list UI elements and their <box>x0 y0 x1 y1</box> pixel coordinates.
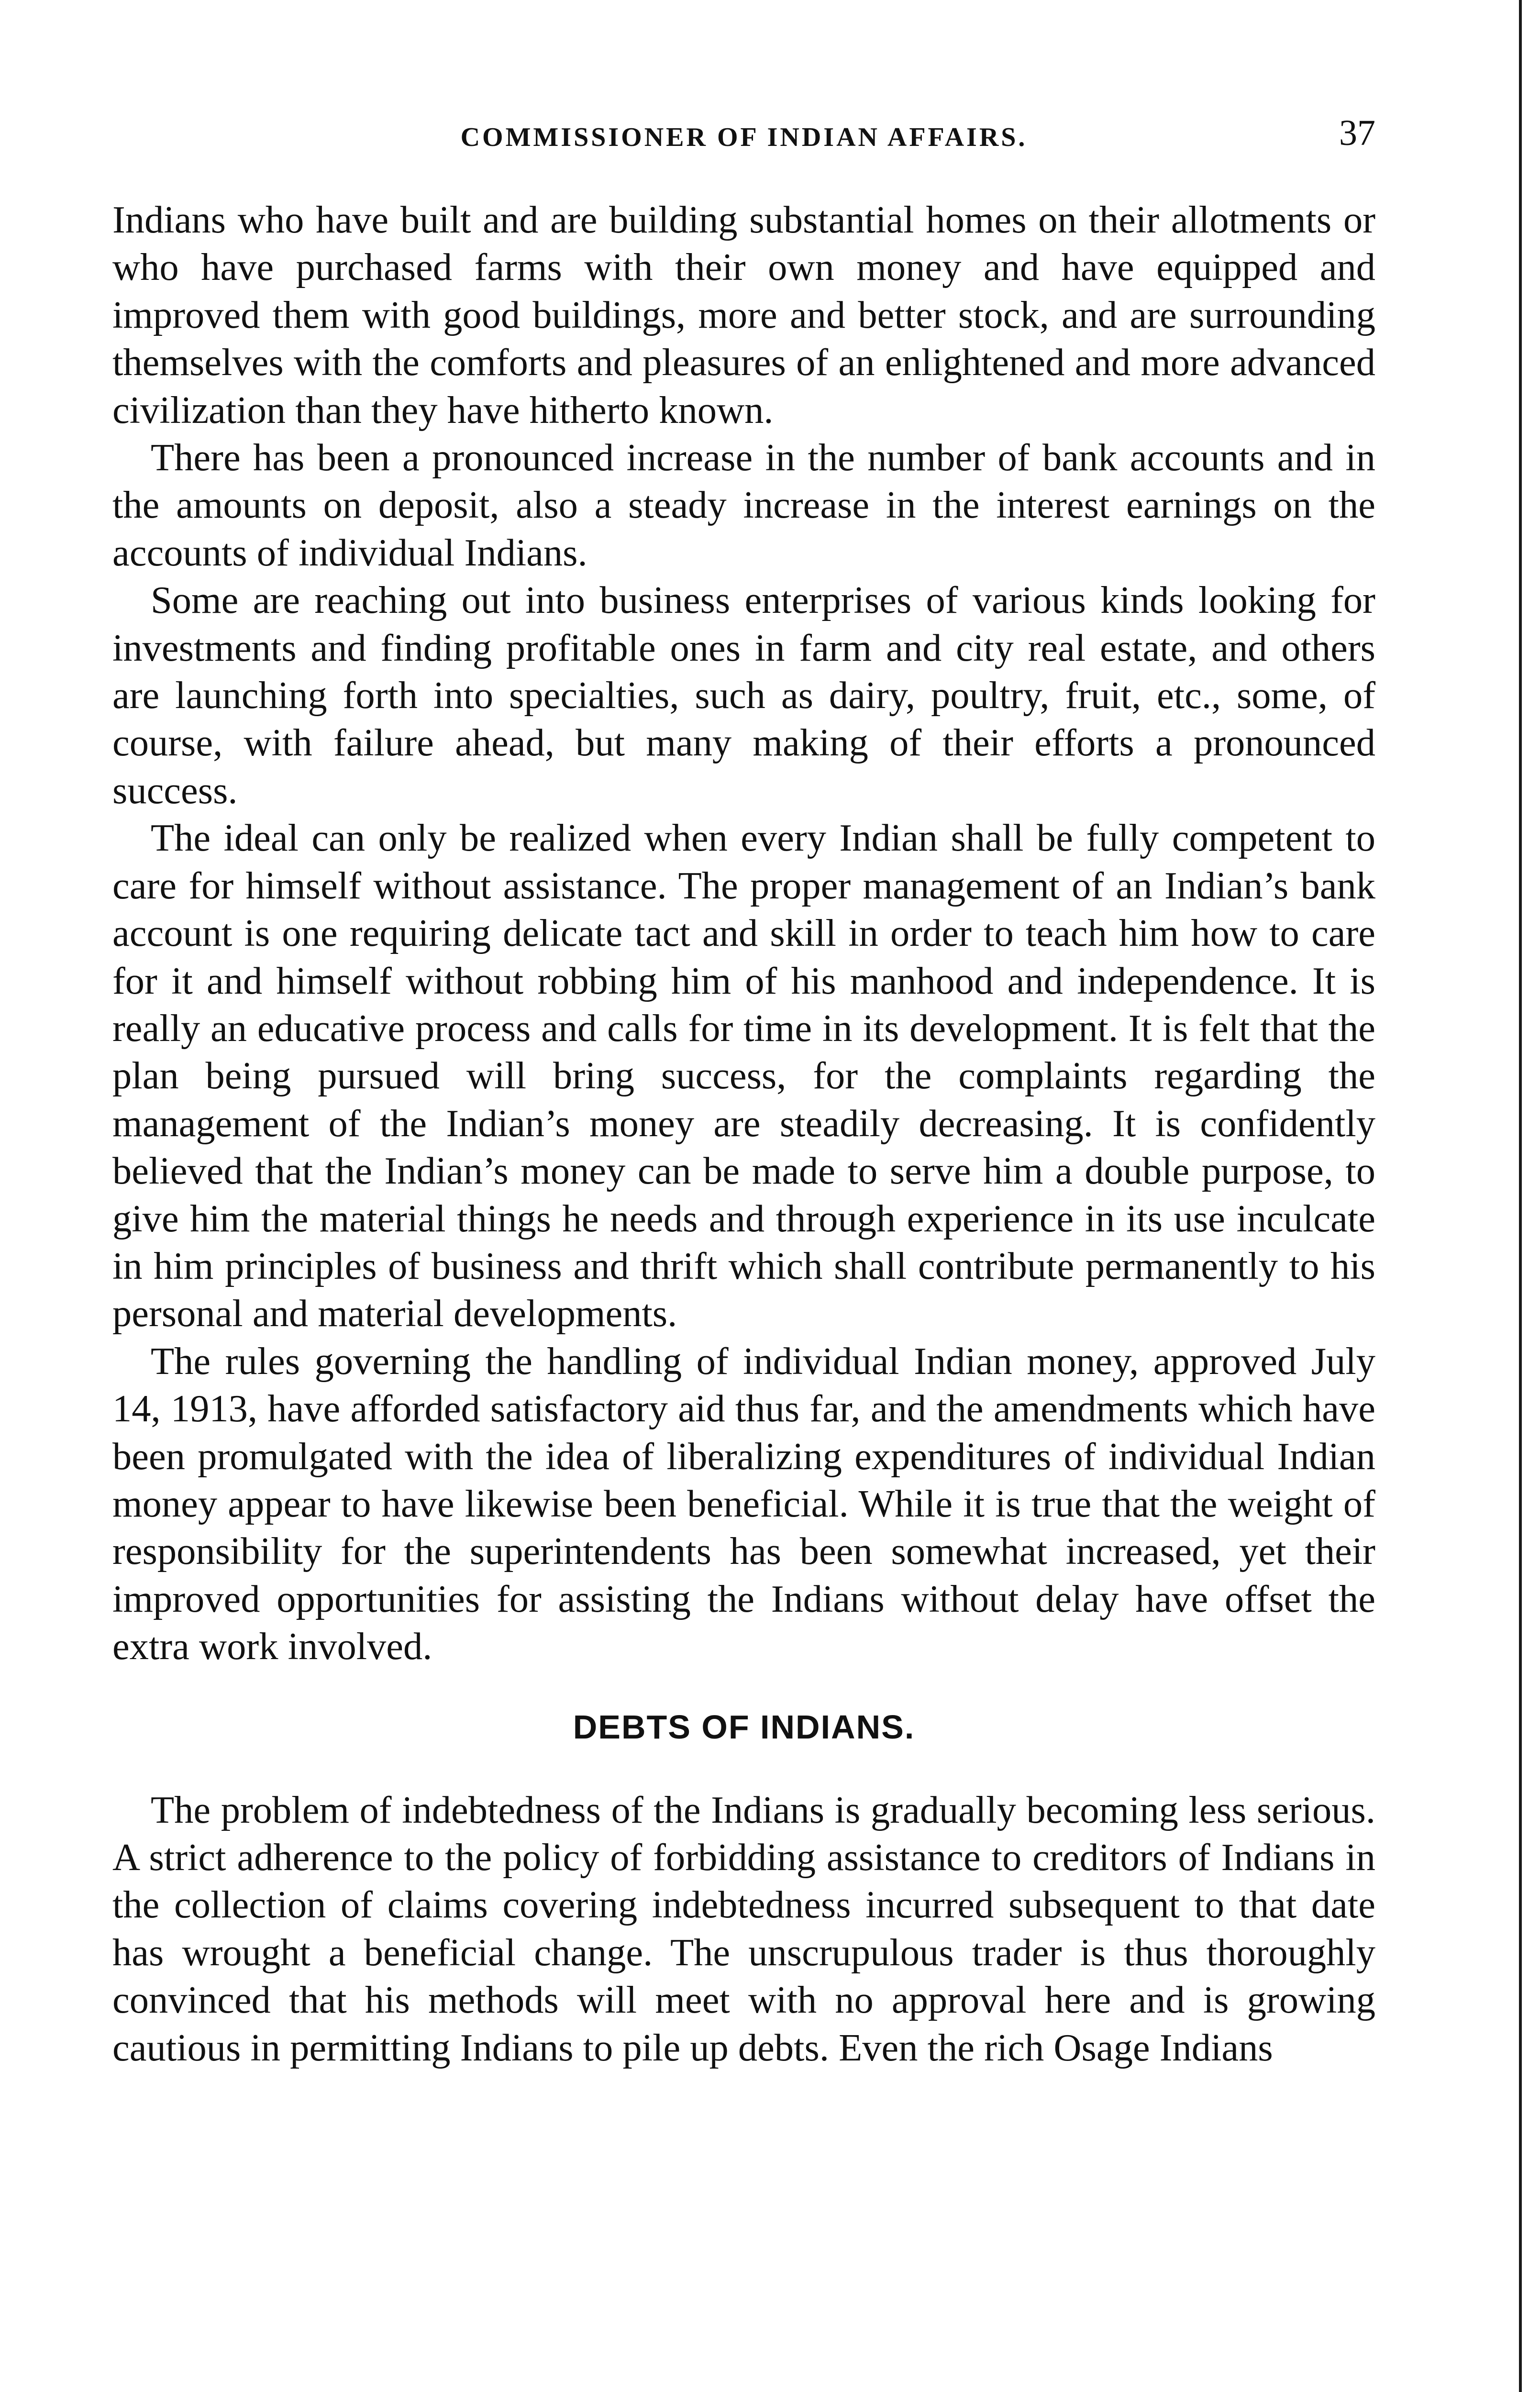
page-number: 37 <box>1339 113 1375 153</box>
paragraph-1: Indians who have built and are building substantial homes on their allotments or who have purchased farms with their own money and have equipped and improved them with good buildings, more and better stock, and are surrounding themselves with the comforts and pleasures of an enlightened and more advanced civilization than they have hitherto known. <box>112 199 1375 432</box>
body-text <box>112 196 1375 2071</box>
paragraph-4: The ideal can only be realized when every Indian shall be fully competent to care for himself without assistance. The proper management of an Indian’s bank account is one requiring delicate tact and skill in order to teach him how to care for it and himself without robbing him of his manhood and independence. It is really an educative process and calls for time in its development. It is felt that the plan being pursued will bring success, for the complaints regarding the management of the Indian’s money are steadily decreasing. It is confidently believed that the Indian’s money can be made to serve him a double purpose, to give him the material things he needs and through experience in its use inculcate in him principles of business and thrift which shall contribute permanently to his personal and material developments. <box>112 817 1375 1335</box>
paragraph-2: There has been a pronounced increase in the number of bank accounts and in the amounts on deposit, also a steady increase in the interest earnings on the accounts of individual Indians. <box>112 436 1375 574</box>
section-heading-debts: DEBTS OF INDIANS. <box>573 1708 915 1746</box>
scan-edge-line <box>1519 0 1522 2392</box>
page-header <box>112 112 1375 165</box>
paragraph-3: Some are reaching out into business enterprises of various kinds looking for investments and finding profitable ones in farm and city real estate, and others are launching forth into specialties, such as dairy, poultry, fruit, etc., some, of course, with failure ahead, but many making of their efforts a pronounced success. <box>112 579 1375 812</box>
paragraph-5: The rules governing the handling of individual Indian money, approved July 14, 1913, have afforded satisfactory aid thus far, and the amendments which have been promulgated with the idea of liberalizing expenditures of individual Indian money appear to have likewise been beneficial. While it is true that the weight of responsibility for the superintendents has been somewhat increased, yet their improved opportunities for assisting the Indians without delay have offset the extra work involved. <box>112 1340 1375 1668</box>
section-paragraph-1: The problem of indebtedness of the Indians is gradually becoming less serious. A strict adherence to the policy of forbidding assistance to creditors of Indians in the collection of claims covering indebtedness incurred subsequent to that date has wrought a beneficial change. The unscrupulous trader is thus thoroughly convinced that his methods will meet with no approval here and is growing cautious in permitting Indians to pile up debts. Even the rich Osage Indians <box>112 1788 1375 2069</box>
running-head: COMMISSIONER OF INDIAN AFFAIRS. <box>460 122 1028 152</box>
